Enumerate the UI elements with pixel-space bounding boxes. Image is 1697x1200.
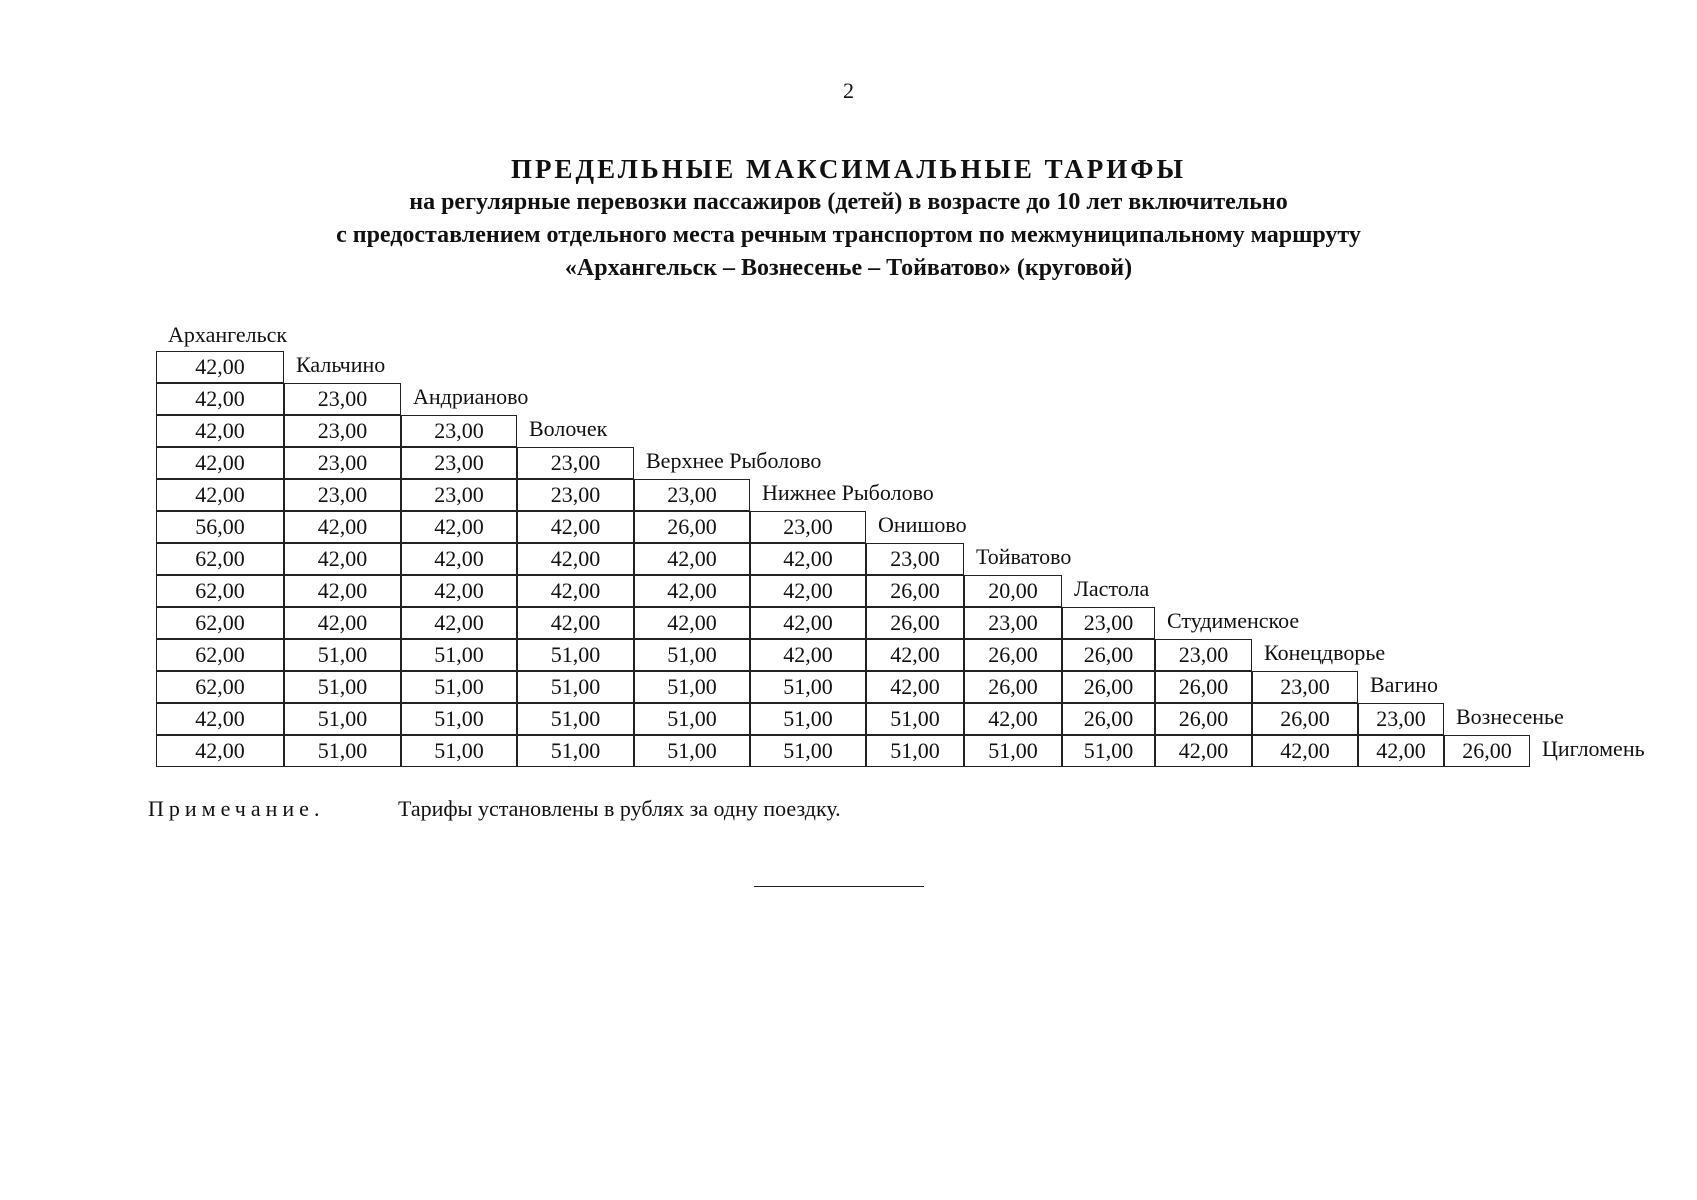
fare-cell: 42,00 — [517, 575, 634, 607]
fare-cell: 23,00 — [1252, 671, 1358, 703]
fare-cell: 42,00 — [517, 607, 634, 639]
fare-cell: 26,00 — [964, 639, 1062, 671]
fare-cell: 26,00 — [866, 575, 964, 607]
fare-cell: 51,00 — [517, 671, 634, 703]
fare-cell: 51,00 — [284, 671, 401, 703]
fare-cell: 23,00 — [1155, 639, 1252, 671]
station-label: Нижнее Рыболово — [762, 480, 934, 505]
fare-cell: 51,00 — [401, 639, 517, 671]
fare-cell: 23,00 — [517, 479, 634, 511]
fare-cell: 62,00 — [156, 575, 284, 607]
end-rule — [754, 886, 924, 887]
station-label: Вагино — [1370, 672, 1439, 697]
fare-cell: 23,00 — [1062, 607, 1155, 639]
station-label: Волочек — [529, 416, 608, 441]
fare-cell: 51,00 — [517, 703, 634, 735]
fare-cell: 51,00 — [750, 671, 866, 703]
fare-cell: 56,00 — [156, 511, 284, 543]
fare-cell: 51,00 — [284, 639, 401, 671]
fare-cell: 62,00 — [156, 671, 284, 703]
document-title: ПРЕДЕЛЬНЫЕ МАКСИМАЛЬНЫЕ ТАРИФЫ — [511, 154, 1186, 184]
station-label: Онишово — [878, 512, 967, 537]
fare-cell: 42,00 — [866, 671, 964, 703]
fare-cell: 23,00 — [750, 511, 866, 543]
fare-cell: 51,00 — [866, 735, 964, 767]
fare-cell: 51,00 — [866, 703, 964, 735]
station-label: Верхнее Рыболово — [646, 448, 822, 473]
fare-cell: 62,00 — [156, 543, 284, 575]
fare-cell: 51,00 — [634, 703, 750, 735]
document-subtitle-line-2: с предоставлением отдельного места речным транспортом по межмуниципальному маршруту — [336, 222, 1361, 248]
fare-cell: 42,00 — [401, 511, 517, 543]
station-label: Андрианово — [413, 384, 529, 409]
fare-cell: 62,00 — [156, 639, 284, 671]
station-label: Цигломень — [1542, 736, 1645, 761]
fare-cell: 42,00 — [634, 543, 750, 575]
fare-cell: 42,00 — [284, 511, 401, 543]
fare-cell: 23,00 — [401, 415, 517, 447]
fare-cell: 26,00 — [866, 607, 964, 639]
station-label: Конецдворье — [1264, 640, 1386, 665]
fare-cell: 51,00 — [750, 703, 866, 735]
fare-cell: 62,00 — [156, 607, 284, 639]
fare-cell: 23,00 — [284, 415, 401, 447]
station-label: Вознесенье — [1456, 704, 1564, 729]
fare-cell: 51,00 — [750, 735, 866, 767]
fare-cell: 51,00 — [284, 703, 401, 735]
note-text: Тарифы установлены в рублях за одну поездку. — [398, 796, 841, 821]
page-number: 2 — [843, 78, 854, 103]
fare-cell: 42,00 — [284, 575, 401, 607]
fare-cell: 42,00 — [284, 607, 401, 639]
fare-cell: 51,00 — [634, 671, 750, 703]
fare-cell: 51,00 — [517, 639, 634, 671]
station-label: Студименское — [1167, 608, 1300, 633]
fare-cell: 26,00 — [1062, 703, 1155, 735]
fare-cell: 23,00 — [284, 447, 401, 479]
fare-cell: 26,00 — [1155, 671, 1252, 703]
fare-cell: 42,00 — [1252, 735, 1358, 767]
fare-cell: 42,00 — [750, 607, 866, 639]
fare-cell: 42,00 — [401, 575, 517, 607]
station-label: Архангельск — [168, 322, 288, 347]
fare-cell: 42,00 — [750, 639, 866, 671]
fare-cell: 26,00 — [1062, 639, 1155, 671]
fare-cell: 42,00 — [401, 607, 517, 639]
fare-cell: 51,00 — [401, 703, 517, 735]
fare-cell: 42,00 — [750, 575, 866, 607]
fare-cell: 26,00 — [1444, 735, 1530, 767]
fare-cell: 51,00 — [1062, 735, 1155, 767]
fare-cell: 42,00 — [634, 575, 750, 607]
fare-cell: 23,00 — [401, 447, 517, 479]
fare-cell: 42,00 — [750, 543, 866, 575]
fare-cell: 42,00 — [964, 703, 1062, 735]
fare-cell: 26,00 — [1155, 703, 1252, 735]
fare-cell: 23,00 — [517, 447, 634, 479]
fare-cell: 51,00 — [401, 671, 517, 703]
fare-cell: 23,00 — [866, 543, 964, 575]
fare-cell: 42,00 — [866, 639, 964, 671]
fare-cell: 42,00 — [156, 735, 284, 767]
fare-cell: 42,00 — [156, 351, 284, 383]
station-label: Ластола — [1074, 576, 1150, 601]
fare-cell: 51,00 — [634, 735, 750, 767]
fare-cell: 26,00 — [634, 511, 750, 543]
fare-cell: 42,00 — [517, 543, 634, 575]
fare-cell: 42,00 — [634, 607, 750, 639]
fare-cell: 51,00 — [284, 735, 401, 767]
fare-cell: 51,00 — [401, 735, 517, 767]
fare-cell: 26,00 — [1062, 671, 1155, 703]
fare-cell: 51,00 — [517, 735, 634, 767]
fare-cell: 26,00 — [1252, 703, 1358, 735]
fare-cell: 42,00 — [1358, 735, 1444, 767]
fare-cell: 42,00 — [156, 383, 284, 415]
fare-cell: 42,00 — [401, 543, 517, 575]
fare-cell: 42,00 — [156, 415, 284, 447]
note-label: Примечание. — [148, 796, 325, 821]
fare-cell: 23,00 — [634, 479, 750, 511]
fare-cell: 51,00 — [634, 639, 750, 671]
fare-cell: 42,00 — [156, 703, 284, 735]
fare-cell: 23,00 — [1358, 703, 1444, 735]
fare-cell: 42,00 — [284, 543, 401, 575]
fare-cell: 42,00 — [156, 479, 284, 511]
station-label: Тойватово — [976, 544, 1072, 569]
fare-cell: 42,00 — [1155, 735, 1252, 767]
document-subtitle-line-1: на регулярные перевозки пассажиров (детей) в возрасте до 10 лет включительно — [409, 189, 1288, 215]
fare-cell: 26,00 — [964, 671, 1062, 703]
fare-cell: 42,00 — [517, 511, 634, 543]
fare-cell: 23,00 — [401, 479, 517, 511]
document-subtitle-line-3: «Архангельск – Вознесенье – Тойватово» (круговой) — [564, 255, 1133, 281]
fare-cell: 51,00 — [964, 735, 1062, 767]
fare-cell: 23,00 — [284, 479, 401, 511]
fare-cell: 23,00 — [964, 607, 1062, 639]
fare-cell: 23,00 — [284, 383, 401, 415]
station-label: Кальчино — [296, 352, 386, 377]
fare-cell: 20,00 — [964, 575, 1062, 607]
fare-cell: 42,00 — [156, 447, 284, 479]
note — [148, 796, 841, 822]
